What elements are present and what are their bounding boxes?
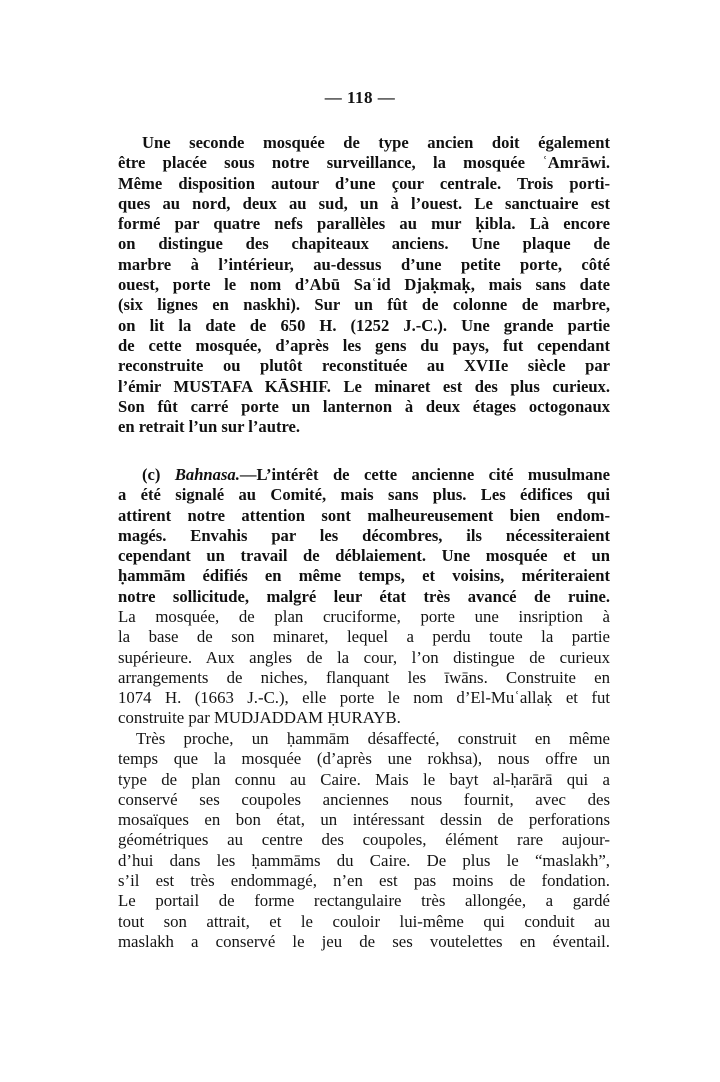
text-line: (six lignes en naskhi). Sur un fût de colonne de marbre, <box>118 295 610 315</box>
section-title: Bahnasa. <box>174 465 240 484</box>
text-line: construite par MUDJADDAM ḤURAYB. <box>118 708 401 728</box>
paragraph-bahnasa-mosque <box>118 607 610 729</box>
text-line: arrangements de niches, flanquant les īwāns. Construite en <box>118 667 610 687</box>
text-line-heading <box>118 465 610 485</box>
text-line: conservé ses coupoles anciennes nous fournit, avec des <box>118 789 610 809</box>
text-line: Son fût carré porte un lanternon à deux étages octogonaux <box>118 396 610 416</box>
text-line: en retrait l’un sur l’autre. <box>118 417 301 437</box>
text-line: marbre à l’intérieur, au-dessus d’une petite porte, côté <box>118 254 610 274</box>
text-line: s’il est très endommagé, n’en est pas moins de fondation. <box>118 871 610 891</box>
text-line: attirent notre attention sont malheureusement bien endom- <box>118 505 610 525</box>
text-line: géométriques au centre des coupoles, élément rare aujour- <box>118 830 610 850</box>
text-line: reconstruite ou plutôt reconstituée au XVIIe siècle par <box>118 356 610 376</box>
text-line: formé par quatre nefs parallèles au mur ḳibla. Là encore <box>118 214 610 234</box>
text-line: ouest, porte le nom d’Abū Saʿid Djaḳmaḳ, mais sans date <box>118 275 610 295</box>
text-line: magés. Envahis par les décombres, ils nécessiteraient <box>118 525 610 545</box>
text-line: 1074 H. (1663 J.-C.), elle porte le nom d’El-Muʿallaḳ et fut <box>118 688 610 708</box>
text-line: cependant un travail de déblaiement. Une mosquée et un <box>118 546 610 566</box>
text-line: être placée sous notre surveillance, la mosquée ʿAmrāwi. <box>118 153 610 173</box>
text-line: temps que la mosquée (d’après une rokhsa), nous offre un <box>118 749 610 769</box>
text-line: type de plan connu au Caire. Mais le bayt al-ḥarārā qui a <box>118 769 610 789</box>
text-line: La mosquée, de plan cruciforme, porte une insription à <box>118 607 610 626</box>
text-line: on distingue des chapiteaux anciens. Une plaque de <box>118 234 610 254</box>
paragraph-amrawi-mosque <box>118 133 610 437</box>
text-line: Même disposition autour d’une çour centrale. Trois porti- <box>118 173 610 193</box>
text-line: d’hui dans les ḥammāms du Caire. De plus le “maslakh”, <box>118 850 610 870</box>
text-line: supérieure. Aux angles de la cour, l’on distingue de curieux <box>118 647 610 667</box>
text-line: tout son attrait, et le couloir lui-même qui conduit au <box>118 911 610 931</box>
page-number: — 118 — <box>324 88 396 107</box>
section-label: (c) <box>142 465 161 484</box>
text-line: —L’intérêt de cette ancienne cité musulmane <box>239 465 610 484</box>
text-line: mosaïques en bon état, un intéressant dessin de perforations <box>118 810 610 830</box>
text-line: Le portail de forme rectangulaire très allongée, a gardé <box>118 891 610 911</box>
text-line: a été signalé au Comité, mais sans plus. Les édifices qui <box>118 485 610 505</box>
text-line: ḥammām édifiés en même temps, et voisins, mériteraient <box>118 566 610 586</box>
text-line: l’émir MUSTAFA KĀSHIF. Le minaret est des plus curieux. <box>118 376 610 396</box>
text-line: la base de son minaret, lequel a perdu toute la partie <box>118 627 610 647</box>
text-line: ques au nord, deux au sud, un à l’ouest. Le sanctuaire est <box>118 193 610 213</box>
text-line: notre sollicitude, malgré leur état très avancé de ruine. <box>118 586 610 606</box>
text-line: Très proche, un ḥammām désaffecté, construit en même <box>136 729 610 748</box>
text-line: on lit la date de 650 H. (1252 J.-C.). Une grande partie <box>118 315 610 335</box>
text-line: maslakh a conservé le jeu de ses voutelettes en éventail. <box>118 931 610 951</box>
paragraph-bahnasa <box>118 465 610 607</box>
text-line: de cette mosquée, d’après les gens du pays, fut cependant <box>118 335 610 355</box>
text-line: Une seconde mosquée de type ancien doit également <box>142 133 610 152</box>
paragraph-hammam <box>118 729 610 952</box>
